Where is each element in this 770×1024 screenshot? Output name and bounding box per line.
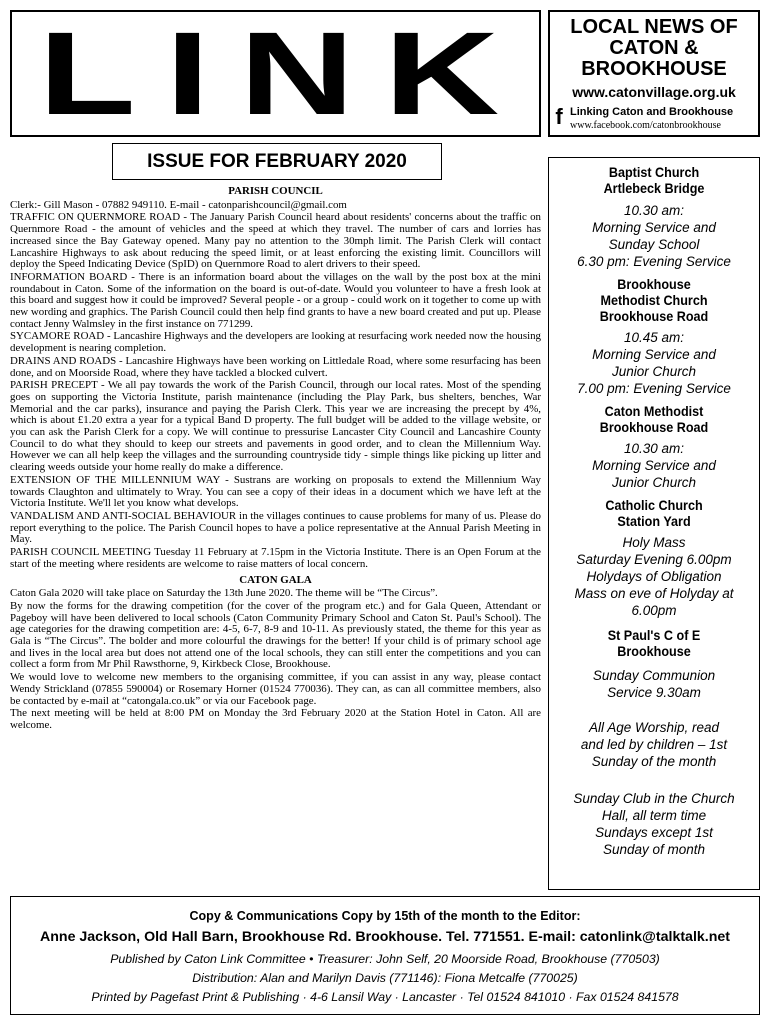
link-logo: LINK xyxy=(38,7,529,140)
parish-paragraph: TRAFFIC ON QUERNMORE ROAD - The January Parish Council heard about residents' concerns about the traffic on Quernmore Road - the amount of vehicles and the speed at which they travel. The number of cars and lorries has increased since the Bay Gateway opened. Many pay no attention to the 30mph limit. The Parish Clerk will contact Lancashire Highways to ask about reducing the speed limit, or at least enforcing the existing limit. Councillors will deploy the Speed Indicating Device (SpID) on Quernmore Road to alert drivers to their speed. xyxy=(10,211,541,271)
footer-printed-line: Printed by Pagefast Print & Publishing · 4-6 Lansil Way · Lancaster · Tel 01524 841010 · Fax 01524 841578 xyxy=(91,990,679,1004)
church-baptist xyxy=(549,164,759,270)
church-name: Brookhouse Road xyxy=(599,308,709,324)
church-services-box xyxy=(548,157,760,890)
service-line: Holydays of Obligation xyxy=(586,569,722,584)
facebook-link[interactable]: www.facebook.com/catonbrookhouse xyxy=(570,120,721,131)
parish-paragraph: Clerk:- Gill Mason - 07882 949110. E-mail - catonparishcouncil@gmail.com xyxy=(10,198,347,211)
footer-distribution-line: Distribution: Alan and Marilyn Davis (771146): Fiona Metcalfe (770025) xyxy=(192,971,578,985)
facebook-row xyxy=(550,106,758,132)
service-line: Sunday of month xyxy=(602,842,706,857)
church-name: Catholic Church xyxy=(605,497,703,513)
church-name: Artlebeck Bridge xyxy=(603,180,705,196)
service-line: Sunday School xyxy=(608,237,700,252)
parish-paragraph: INFORMATION BOARD - There is an information board about the villages on the wall by the post box at the mini roundabout in Caton. Some of the information on the board is out-of-date. Would you volunteer to have a fresh look at this board and suggest how it could be improved? Several people - or a group - could work on it together to come up with new wording and graphics. The Parish Council could then help find grants to have a new board created and put up. Please contact Jenny Walmsley in the first instance on 771299. xyxy=(10,270,541,330)
footer-copy-line: Copy & Communications Copy by 15th of the month to the Editor: xyxy=(189,909,581,923)
service-line: Morning Service and xyxy=(592,220,716,235)
local-news-title: LOCAL NEWS OF CATON & BROOKHOUSE xyxy=(570,16,738,80)
service-line: Mass on eve of Holyday at xyxy=(574,586,734,601)
service-line: Sunday Club in the Church xyxy=(573,791,735,806)
parish-paragraph: VANDALISM AND ANTI-SOCIAL BEHAVIOUR in the villages continues to cause problems for many of us. Please do report everything to the police. The Parish Council hopes to have a police representative at the Annual Parish Meeting in May. xyxy=(10,509,541,546)
parish-paragraph: EXTENSION OF THE MILLENNIUM WAY - Sustrans are working on proposals to extend the Millennium Way towards Claughton and ultimately to Wray. You can see a copy of their ideas in a document which we have left at the Victoria Institute. We'll let you know what develops. xyxy=(10,473,541,510)
church-name: Brookhouse Road xyxy=(599,419,709,435)
parish-paragraph: PARISH COUNCIL MEETING Tuesday 11 February at 7.15pm in the Victoria Institute. There is an Open Forum at the start of the meeting where residents are welcome to raise matters of local concern. xyxy=(10,546,541,570)
service-line: 10.45 am: xyxy=(623,330,685,345)
service-line: Sunday Communion xyxy=(592,668,716,683)
church-name: St Paul's C of E xyxy=(607,627,701,643)
service-line: All Age Worship, read xyxy=(588,720,720,735)
gala-paragraph: Caton Gala 2020 will take place on Saturday the 13th June 2020. The theme will be “The Circus”. xyxy=(10,587,438,600)
main-column xyxy=(10,186,541,733)
service-line: Holy Mass xyxy=(622,535,686,550)
church-st-pauls xyxy=(549,627,759,701)
church-caton-methodist xyxy=(549,403,759,491)
service-line: Junior Church xyxy=(611,364,697,379)
masthead-logo-box xyxy=(10,7,541,140)
church-name: Caton Methodist xyxy=(604,403,704,419)
caton-gala-heading: CATON GALA xyxy=(239,573,312,586)
service-line: Saturday Evening 6.00pm xyxy=(576,552,732,567)
church-name: Brookhouse xyxy=(617,276,691,292)
service-line: 6.00pm xyxy=(631,603,677,618)
service-line: 6.30 pm: Evening Service xyxy=(577,254,731,269)
church-name: Baptist Church xyxy=(608,164,700,180)
all-age-worship xyxy=(549,719,759,770)
local-news-box xyxy=(548,10,760,137)
church-catholic xyxy=(549,497,759,619)
gala-paragraph: By now the forms for the drawing competition (for the cover of the program etc.) and for Gala Queen, Attendant or Pageboy will have been delivered to local schools (Caton Community Primary School and Caton St. Paul's School). The age categories for the drawing competition are: 4-5, 6-7, 8-9 and 10-11. As previously stated, the theme for this year as Gala is “The Circus”. The bolder and more colourful the drawings for the better! If your child is of primary school age and lives in the local area but does not attend one of the local schools, they can still enter the competitions and you can collect a form from Mr Phil Rawsthorne, 9, Kirkbeck Close, Brookhouse. xyxy=(10,599,541,671)
issue-title: ISSUE FOR FEBRUARY 2020 xyxy=(112,143,442,180)
service-line: Hall, all term time xyxy=(601,808,707,823)
service-line: 10.30 am: xyxy=(623,203,685,218)
parish-paragraph: PARISH PRECEPT - We all pay towards the work of the Parish Council, through our local rates. Most of the spending goes on supporting the Victoria Institute, parish maintenance (including the Play Park, bus shelters, benches, War Memorial and the car parks), insurance and paying the Parish Clerk. This year we are increasing the precept by 4%, which is about £1.20 extra a year for a typical Band D property. The full budget will be added to the village website, or you can ask the Parish Clerk for a copy. We will continue to pressurise Lancaster City Council and Lancashire County Council to do what they should to keep our streets and pavements in good order, and to clean the Millennium Way. However we can all help keep the villages and the surrounding countryside tidy - simple things like picking up litter and clearing weeds outside your home really do make a difference. xyxy=(10,379,541,474)
church-brookhouse-methodist xyxy=(549,276,759,397)
service-line: Junior Church xyxy=(611,475,697,490)
footer-editor-line: Anne Jackson, Old Hall Barn, Brookhouse Rd. Brookhouse. Tel. 771551. E-mail: catonlink@talktalk.net xyxy=(39,929,731,945)
service-line: 7.00 pm: Evening Service xyxy=(577,381,731,396)
sunday-club xyxy=(549,790,759,858)
service-line: and led by children – 1st xyxy=(580,737,728,752)
church-name: Station Yard xyxy=(617,513,691,529)
service-line: Service 9.30am xyxy=(607,685,701,700)
website-link[interactable]: www.catonvillage.org.uk xyxy=(572,84,736,100)
service-line: Morning Service and xyxy=(592,347,716,362)
facebook-icon: f xyxy=(555,104,563,129)
service-line: Sundays except 1st xyxy=(595,825,713,840)
parish-council-heading: PARISH COUNCIL xyxy=(228,185,323,197)
service-line: 10.30 am: xyxy=(623,441,685,456)
footer-box xyxy=(10,896,760,1015)
gala-paragraph: We would love to welcome new members to the organising committee, if you can assist in any way, please contact Wendy Strickland (07855 590004) or Rosemary Horner (01524 770036). They can, as can all committee members, also be contacted by e-mail at “catongala.co.uk” or via our Facebook page. xyxy=(10,671,541,707)
church-name: Brookhouse xyxy=(617,643,691,659)
service-line: Sunday of the month xyxy=(591,754,717,769)
service-line: Morning Service and xyxy=(592,458,716,473)
facebook-tagline: Linking Caton and Brookhouse xyxy=(570,106,734,118)
church-name: Methodist Church xyxy=(600,292,708,308)
gala-paragraph: The next meeting will be held at 8:00 PM on Monday the 3rd February 2020 at the Station Hotel in Caton. All are welcome. xyxy=(10,707,541,731)
parish-paragraph: DRAINS AND ROADS - Lancashire Highways have been working on Littledale Road, where some resurfacing has been done, and on Moorside Road, where they have tackled a blocked culvert. xyxy=(10,354,541,379)
footer-published-line: Published by Caton Link Committee • Treasurer: John Self, 20 Moorside Road, Brookhouse (770503) xyxy=(110,952,660,966)
parish-paragraph: SYCAMORE ROAD - Lancashire Highways and the developers are looking at resurfacing work needed now the housing development is nearing completion. xyxy=(10,330,541,355)
